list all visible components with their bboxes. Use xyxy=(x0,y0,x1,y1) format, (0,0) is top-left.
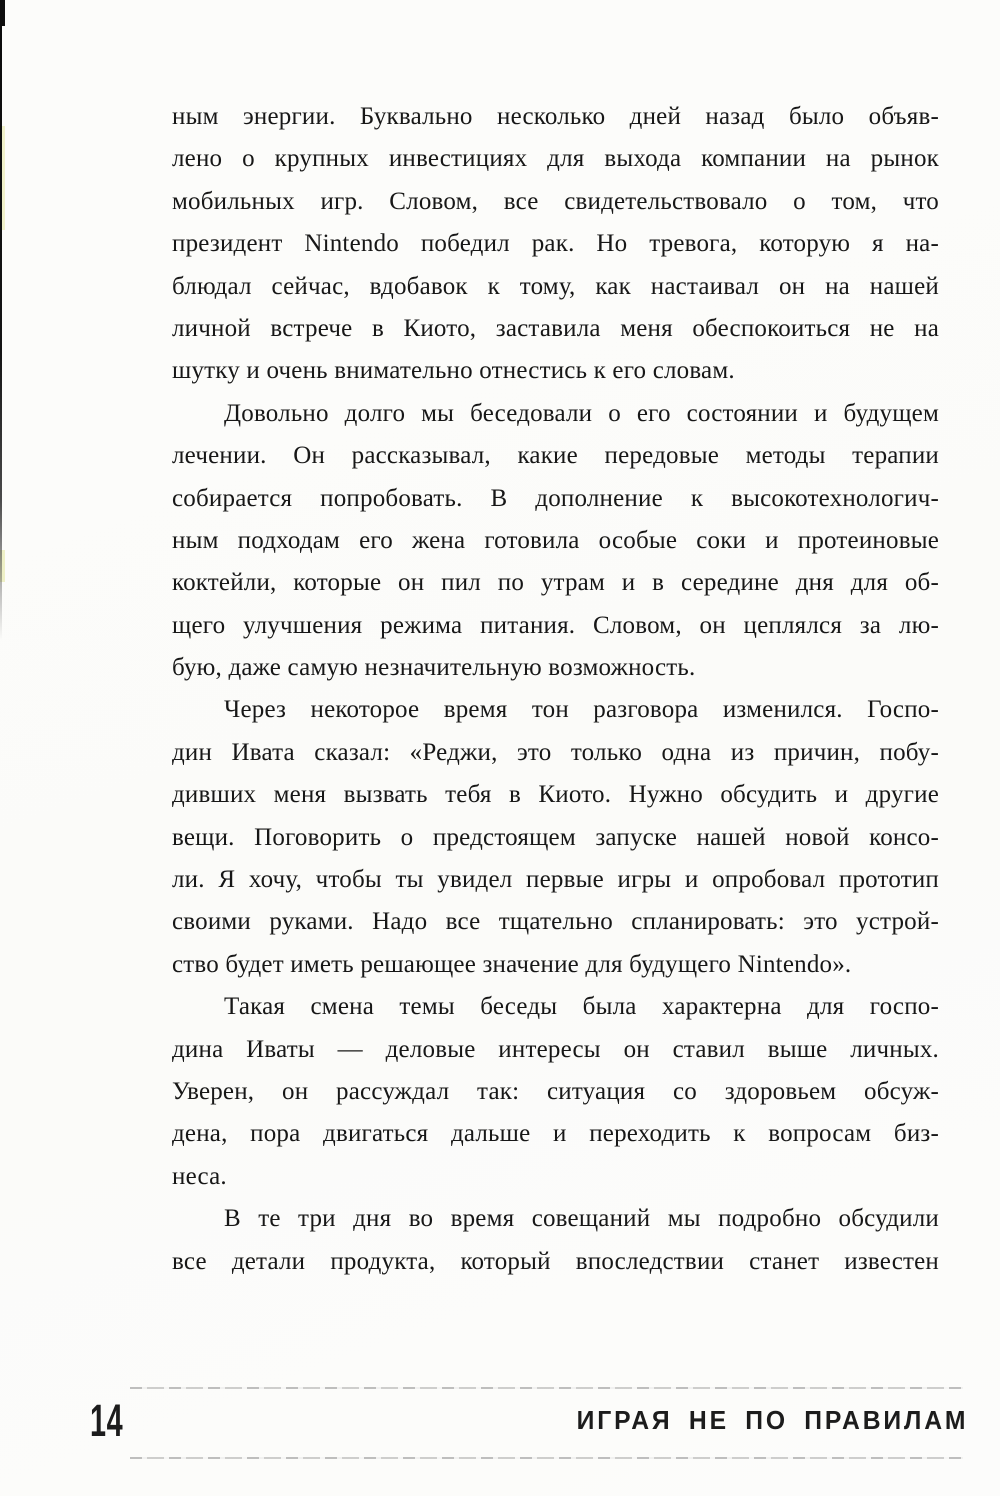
text-line: бую, даже самую незначительную возможность. xyxy=(172,654,696,682)
text-line: личной встрече в Киото, заставила меня обеспокоиться не на xyxy=(172,314,939,342)
text-line: дена, пора двигаться дальше и переходить к вопросам биз- xyxy=(172,1120,939,1148)
page-edge-artifact xyxy=(0,0,5,26)
footer-rule-bottom xyxy=(130,1457,963,1459)
text-line: Уверен, он рассуждал так: ситуация со здоровьем обсуж- xyxy=(172,1077,939,1105)
text-line: своими руками. Надо все тщательно спланировать: это устрой- xyxy=(172,908,939,936)
text-line: ным энергии. Буквально несколько дней назад было объяв- xyxy=(172,103,939,130)
text-line: В те три дня во время совещаний мы подробно обсудили xyxy=(224,1205,939,1233)
text-line: лечении. Он рассказывал, какие передовые методы терапии xyxy=(172,442,939,470)
footer-rule-top xyxy=(130,1387,963,1389)
text-line: блюдал сейчас, вдобавок к тому, как настаивал он на нашей xyxy=(172,272,939,300)
text-line: дивших меня вызвать тебя в Киото. Нужно обсудить и другие xyxy=(172,781,939,809)
text-line: ным подходам его жена готовила особые соки и протеиновые xyxy=(172,526,939,554)
text-line: Довольно долго мы беседовали о его состоянии и будущем xyxy=(224,399,939,427)
text-line: мобильных игр. Словом, все свидетельствовало о том, что xyxy=(172,187,939,215)
text-line: Такая смена темы беседы была характерна для госпо- xyxy=(224,993,939,1021)
page-text xyxy=(172,96,939,1283)
text-line: собирается попробовать. В дополнение к высокотехнологич- xyxy=(172,484,939,512)
text-line: шутку и очень внимательно отнестись к его словам. xyxy=(172,357,735,385)
running-title: ИГРАЯ НЕ ПО ПРАВИЛАМ xyxy=(576,1405,968,1435)
text-line: ство будет иметь решающее значение для будущего Nintendo». xyxy=(172,950,852,978)
text-line: Через некоторое время тон разговора изменился. Госпо- xyxy=(224,696,939,724)
page-edge-artifact xyxy=(0,0,2,640)
text-line: все детали продукта, который впоследствии станет известен xyxy=(172,1247,939,1275)
text-line: президент Nintendo победил рак. Но тревога, которую я на- xyxy=(172,230,939,258)
text-line: дина Иваты — деловые интересы он ставил выше личных. xyxy=(172,1035,939,1063)
page-number: 14 xyxy=(90,1395,124,1446)
text-line: лено о крупных инвестициях для выхода компании на рынок xyxy=(172,145,939,173)
text-line: вещи. Поговорить о предстоящем запуске нашей новой консо- xyxy=(172,823,939,851)
text-line: ли. Я хочу, чтобы ты увидел первые игры и опробовал прототип xyxy=(172,866,939,894)
text-line: коктейли, которые он пил по утрам и в середине дня для об- xyxy=(172,569,939,597)
text-line: щего улучшения режима питания. Словом, он цеплялся за лю- xyxy=(172,611,939,639)
text-line: неса. xyxy=(172,1162,227,1190)
text-line: дин Ивата сказал: «Реджи, это только одна из причин, побу- xyxy=(172,738,939,766)
